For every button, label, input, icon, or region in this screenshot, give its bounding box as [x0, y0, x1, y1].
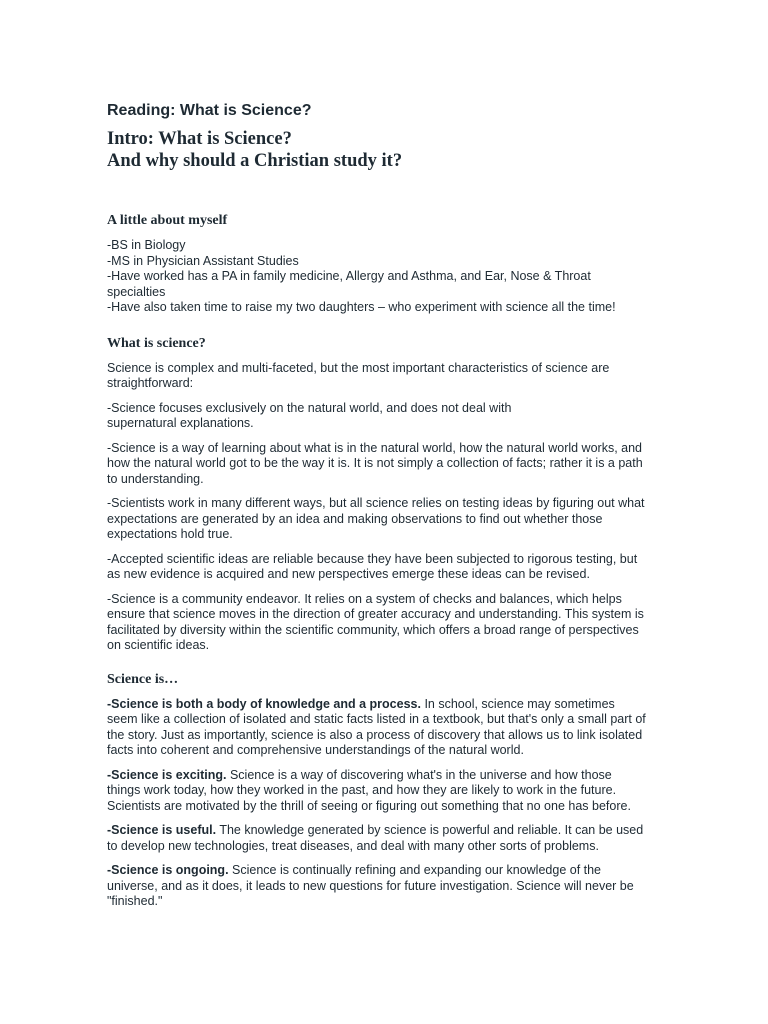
about-list: [107, 238, 647, 316]
reading-title: Reading: What is Science?: [107, 102, 312, 119]
about-line: -Have worked has a PA in family medicine, Allergy and Asthma, and Ear, Nose & Throat specialties: [107, 269, 591, 299]
what-is-science-section: [107, 335, 647, 654]
about-heading: A little about myself: [107, 213, 228, 228]
science-is-heading: Science is…: [107, 671, 179, 687]
science-is-item: [107, 768, 647, 815]
intro-title-line-2: And why should a Christian study it?: [107, 151, 403, 171]
science-is-item: [107, 863, 647, 910]
item-lead: -Science is both a body of knowledge and a process.: [107, 696, 421, 711]
science-is-section: [107, 671, 647, 910]
item-lead: -Science is exciting.: [107, 767, 227, 782]
about-section: [107, 212, 647, 316]
item-text: In school, science may sometimes seem like a collection of isolated and static facts listed in a textbook, but that's only a small part of the story. Just as importantly, science is also a process of discovery that allows us to link isolated facts into coherent and comprehensive understandings of the natural world.: [107, 696, 646, 757]
intro-title-line-1: Intro: What is Science?: [107, 129, 292, 149]
about-line: -Have also taken time to raise my two daughters – who experiment with science all the time!: [107, 300, 616, 314]
paragraph: Science is complex and multi-faceted, but the most important characteristics of science are straightforward:: [107, 360, 610, 390]
document-page: [107, 101, 647, 919]
item-lead: -Science is useful.: [107, 823, 217, 837]
about-line: -MS in Physician Assistant Studies: [107, 253, 299, 268]
item-text: The knowledge generated by science is powerful and reliable. It can be used to develop new technologies, treat diseases, and deal with many other sorts of problems.: [107, 823, 644, 853]
science-is-item: [107, 697, 647, 759]
item-lead: -Science is ongoing.: [107, 863, 229, 877]
item-text: Science is a way of discovering what's in the universe and how those things work today, how they worked in the past, and how they are likely to work in the future. Scientists are motivated by the thrill of seeing or figuring out something that no one has before.: [107, 767, 631, 813]
about-line: -BS in Biology: [107, 238, 186, 252]
paragraph: -Science is a community endeavor. It relies on a system of checks and balances, which helps ensure that science moves in the direction of greater accuracy and understanding. This system is facilitated by diversity within the scientific community, which offers a broad range of perspectives on scientific ideas.: [107, 591, 644, 652]
paragraph: -Science focuses exclusively on the natural world, and does not deal with supernatural explanations.: [107, 400, 512, 430]
what-is-science-heading: What is science?: [107, 335, 206, 351]
paragraph: -Science is a way of learning about what is in the natural world, how the natural world works, and how the natural world got to be the way it is. It is not simply a collection of facts; rather it is a path to understanding.: [107, 440, 643, 486]
item-text: Science is continually refining and expanding our knowledge of the universe, and as it does, it leads to new questions for future investigation. Science will never be "finished.": [107, 863, 634, 908]
paragraph: -Accepted scientific ideas are reliable because they have been subjected to rigorous testing, but as new evidence is acquired and new perspectives emerge these ideas can be revised.: [107, 551, 638, 581]
paragraph: -Scientists work in many different ways, but all science relies on testing ideas by figuring out what expectations are generated by an idea and making observations to find out whether those expectations hold true.: [107, 496, 645, 541]
science-is-item: [107, 823, 647, 854]
